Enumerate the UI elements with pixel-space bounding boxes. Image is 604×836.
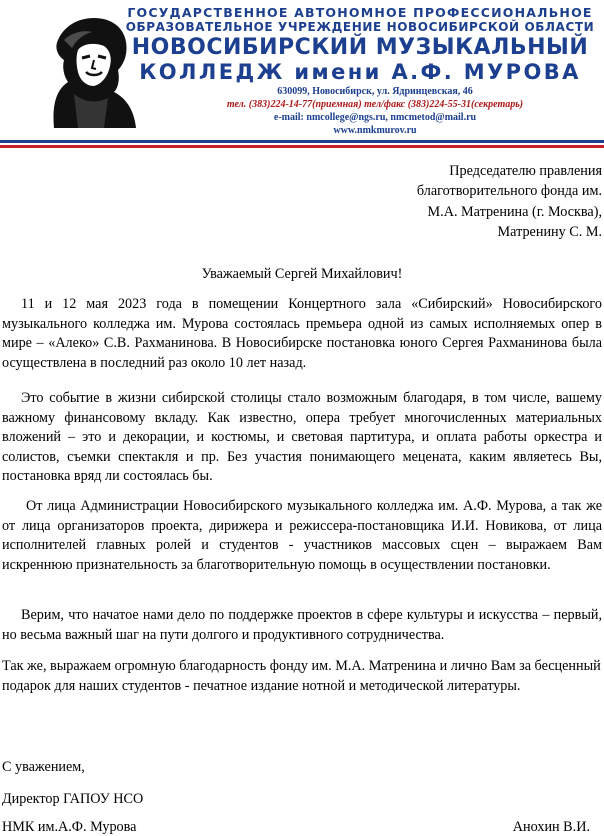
website-link[interactable]: www.nmkmurov.ru xyxy=(333,125,417,136)
recipient-block xyxy=(362,161,602,242)
signer-position: Директор ГАПОУ НСО xyxy=(2,791,144,807)
recipient-line: Матренину С. М. xyxy=(497,223,602,240)
recipient-line: Председателю правления xyxy=(449,163,602,179)
body-paragraph: 11 и 12 мая 2023 года в помещении Концертного зала «Сибирский» Новосибирского музыкального колледжа им. Мурова состоялась премьера одной из самых исполняемых опер в мире – «Алеко» С.В. Рахманинова. В Новосибирске постановка юного Сергея Рахманинова была осуществлена в последний раз около 10 лет назад. xyxy=(2,296,602,371)
email-line[interactable]: e-mail: nmcollege@ngs.ru, nmcmetod@mail.ru xyxy=(273,112,477,123)
body-paragraph: Так же, выражаем огромную благодарность фонду им. М.А. Матренина и лично Вам за бесценный подарок для наших студентов - печатное издание нотной и методической литературы. xyxy=(2,658,601,694)
divider-red xyxy=(0,145,604,148)
body-paragraph: От лица Администрации Новосибирского музыкального колледжа им. А.Ф. Мурова, а так же от лица организаторов проекта, дирижера и режиссера-постановщика И.И. Новикова, от лица исполнителей главных ролей и студентов - участников массовых сцен – выражаем Вам искреннюю признательность за благотворительную помощь в осуществлении постановки. xyxy=(2,498,602,573)
org-line-1: ГОСУДАРСТВЕННОЕ АВТОНОМНОЕ ПРОФЕССИОНАЛЬНОЕ xyxy=(127,5,593,20)
college-name-line-1: НОВОСИБИРСКИЙ МУЗЫКАЛЬНЫЙ xyxy=(131,35,589,60)
signer-organization: НМК им.А.Ф. Мурова xyxy=(2,819,137,835)
closing: С уважением, xyxy=(2,759,85,775)
signer-name: Анохин В.И. xyxy=(512,819,590,835)
org-line-2: ОБРАЗОВАТЕЛЬНОЕ УЧРЕЖДЕНИЕ НОВОСИБИРСКОЙ ОБЛАСТИ xyxy=(125,20,595,34)
address: 630099, Новосибирск, ул. Ядринцевская, 46 xyxy=(277,86,473,97)
salutation: Уважаемый Сергей Михайлович! xyxy=(201,266,403,282)
letterhead xyxy=(0,0,604,150)
recipient-line: М.А. Матренина (г. Москва), xyxy=(427,203,602,220)
college-name-line-2: КОЛЛЕДЖ имени А.Ф. МУРОВА xyxy=(139,60,581,84)
recipient-line: благотворительного фонда им. xyxy=(416,183,602,200)
phone-numbers: тел. (383)224-14-77(приемная) тел/факс (383)224-55-31(секретарь) xyxy=(226,99,524,110)
body-paragraph: Это событие в жизни сибирской столицы стало возможным благодаря, в том числе, вашему важному финансовому вкладу. Как известно, опера требует многочисленных материальных вложений – это и декорации, и костюмы, и световая партитура, и оплата работы оркестра и солистов, съемки спектакля и пр. Без участия понимающего мецената, каким являетесь Вы, постановка вряд ли состоялась бы. xyxy=(2,390,602,485)
body-paragraph: Верим, что начатое нами дело по поддержке проектов в сфере культуры и искусства – первый, но весьма важный шаг на пути долгого и продуктивного сотрудничества. xyxy=(2,607,602,643)
